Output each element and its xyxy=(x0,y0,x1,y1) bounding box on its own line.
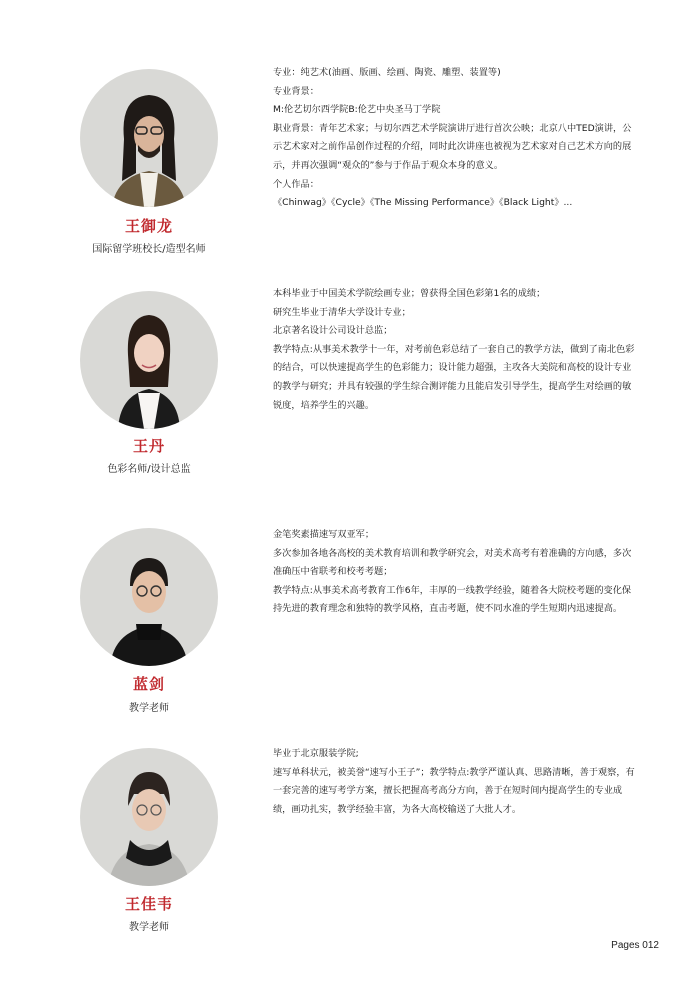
bio-line: 专业背景： xyxy=(273,85,319,97)
bio-line: 本科毕业于中国美术学院绘画专业；曾获得全国色彩第1名的成绩； xyxy=(273,288,546,299)
bio-line: 速写单科状元，被美誉“速写小王子”；教学特点:教学严谨认真、思路清晰，善于观察，有一套完善的速写考学方案，擅长把握高考高分方向，善于在短时间内提高学生的专业成绩，画功扎实，教学经验丰富，为各大高校输送了大批人才。 xyxy=(273,766,635,815)
teacher-portrait-photo xyxy=(80,748,218,886)
teacher-role: 教学老师 xyxy=(129,922,169,933)
teacher-portrait-photo xyxy=(80,528,218,666)
teacher-role: 国际留学班校长/造型名师 xyxy=(92,244,206,255)
teacher-role: 色彩名师/设计总监 xyxy=(107,464,191,475)
page-number: Pages 012 xyxy=(611,940,659,951)
bio-line: 专业：纯艺术(油画、版画、绘画、陶瓷、雕塑、装置等) xyxy=(273,67,501,78)
bio-line: 个人作品： xyxy=(273,178,319,190)
teacher-bio xyxy=(273,285,635,415)
bio-line: 毕业于北京服装学院; xyxy=(273,748,359,759)
teacher-bio xyxy=(273,64,635,213)
teacher-name: 王御龙 xyxy=(124,217,173,235)
bio-line: 教学特点:从事美术高考教育工作6年，丰厚的一线教学经验，随着各大院校考题的变化保持先进的教育理念和独特的教学风格，直击考题，使不同水准的学生短期内迅速提高。 xyxy=(273,584,632,615)
bio-line: 职业背景：青年艺术家；与切尔西艺术学院演讲厅进行首次公映；北京八中TED演讲，公示艺术家对之前作品创作过程的介绍，同时此次讲座也被视为艺术家对自己艺术方向的展示，并再次强调“观众的”参与于作品于观众本身的意义。 xyxy=(273,122,632,171)
bio-line: 教学特点:从事美术教学十一年，对考前色彩总结了一套自己的教学方法，做到了南北色彩的结合，可以快速提高学生的色彩能力；设计能力超强，主攻各大美院和高校的设计专业的教学与研究；并具有较强的学生综合测评能力且能启发引导学生，提高学生对绘画的敏锐度，培养学生的兴趣。 xyxy=(273,343,635,411)
bio-line: 多次参加各地各高校的美术教育培训和教学研究会，对美术高考有着准确的方向感，多次准确压中省联考和校考考题； xyxy=(273,547,632,578)
teacher-role: 教学老师 xyxy=(129,703,169,714)
teacher-portrait-photo xyxy=(80,291,218,429)
teacher-bio xyxy=(273,745,635,819)
teacher-name: 王佳韦 xyxy=(124,895,173,913)
bio-line: M:伦艺切尔西学院B:伦艺中央圣马丁学院 xyxy=(273,104,441,116)
bio-line: 研究生毕业于清华大学设计专业； xyxy=(273,306,411,318)
bio-line: 《Chinwag》《Cycle》《The Missing Performance》《Black Light》... xyxy=(273,197,573,209)
bio-line: 北京著名设计公司设计总监； xyxy=(273,325,393,337)
bio-line: 金笔奖素描速写双亚军； xyxy=(273,529,375,540)
teacher-portrait-photo xyxy=(80,69,218,207)
teacher-bio xyxy=(273,526,635,619)
teacher-name: 蓝剑 xyxy=(132,675,165,693)
teacher-name: 王丹 xyxy=(132,437,165,455)
